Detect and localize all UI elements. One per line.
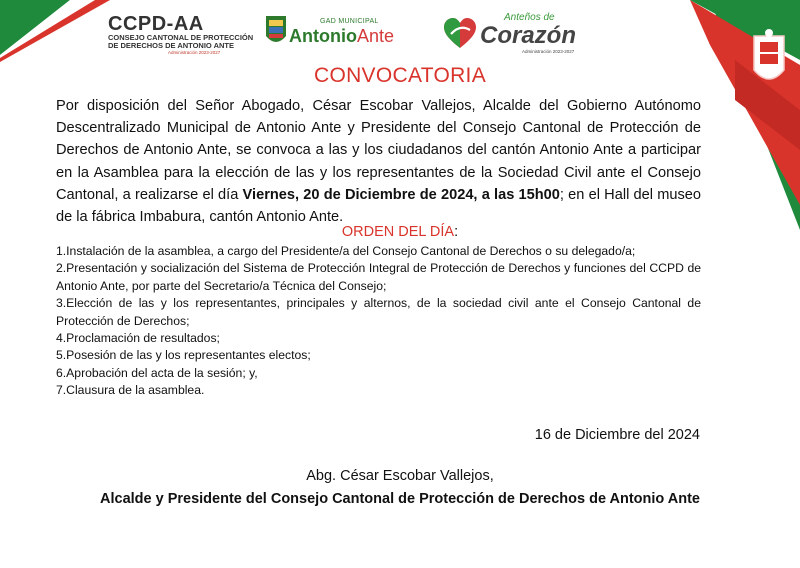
ccpd-subtitle-1: CONSEJO CANTONAL DE PROTECCIÓN <box>108 33 254 42</box>
agenda-item: 1.Instalación de la asamblea, a cargo del Presidente/a del Consejo Cantonal de Derechos o su delegado/a; <box>56 244 636 258</box>
header-logos <box>0 8 800 60</box>
intro-text-end: ; en el Hall del museo de la fábrica Imbabura, cantón Antonio Ante. <box>56 186 702 226</box>
agenda-heading <box>0 224 800 240</box>
gad-small-text: GAD MUNICIPAL <box>320 18 379 25</box>
agenda-item: 2.Presentación y socialización del Sistema de Protección Integral de Protección de Derechos y funciones del CCPD de Antonio Ante, por parte del Secretario/a Técnica del Consejo; <box>56 261 701 293</box>
corazon-name: Corazón <box>480 22 576 49</box>
agenda-title: ORDEN DEL DÍA <box>341 224 455 240</box>
corazon-admin: Administración 2023-2027 <box>522 49 575 54</box>
corazon-logo <box>442 10 582 56</box>
document-title: CONVOCATORIA <box>313 64 486 87</box>
agenda-list <box>56 243 701 400</box>
gad-ante: Ante <box>356 26 395 46</box>
agenda-item: 5.Posesión de las y los representantes electos; <box>56 348 311 363</box>
heart-icon <box>442 16 478 52</box>
agenda-item: 6.Aprobación del acta de la sesión; y, <box>56 365 258 380</box>
event-datetime: Viernes, 20 de Diciembre de 2024, a las 15h00 <box>242 186 560 203</box>
signer-title: Alcalde y Presidente del Consejo Cantonal de Protección de Derechos de Antonio Ante <box>100 491 700 507</box>
ccpd-subtitle-2: DE DERECHOS DE ANTONIO ANTE <box>108 41 234 50</box>
gad-logo <box>265 12 425 54</box>
municipal-shield-icon <box>265 14 287 48</box>
intro-paragraph <box>56 95 701 228</box>
ccpd-title: CCPD-AA <box>108 13 204 35</box>
gad-name <box>289 26 394 47</box>
intro-text-start: Por disposición del Señor Abogado, César Escobar Vallejos, Alcalde del Gobierno Autónomo Descentralizado Municipal de Antonio Ante y Presidente del Consejo Cantonal de Protección de Derechos de Antonio Ante, se convoca a las y los ciudadanos del cantón Antonio Ante a participar en la Asamblea para la elección de las y los representantes de la Sociedad Civil ante el Consejo Cantonal, a realizarse el día <box>56 98 701 203</box>
ccpd-logo <box>108 14 258 56</box>
corazon-small-text: Anteños de <box>504 12 555 23</box>
agenda-item: 3.Elección de las y los representantes, principales y alternos, de la sociedad civil ante el Consejo Cantonal de Protección de Derechos; <box>56 296 701 328</box>
agenda-item: 7.Clausura de la asamblea. <box>56 383 205 398</box>
signer-name: Abg. César Escobar Vallejos, <box>306 468 494 484</box>
agenda-item: 4.Proclamación de resultados; <box>56 331 220 346</box>
ccpd-admin: Administración 2023-2027 <box>168 50 221 55</box>
document-date: 16 de Diciembre del 2024 <box>534 427 700 443</box>
agenda-colon: : <box>454 224 459 240</box>
gad-antonio: Antonio <box>289 26 357 46</box>
